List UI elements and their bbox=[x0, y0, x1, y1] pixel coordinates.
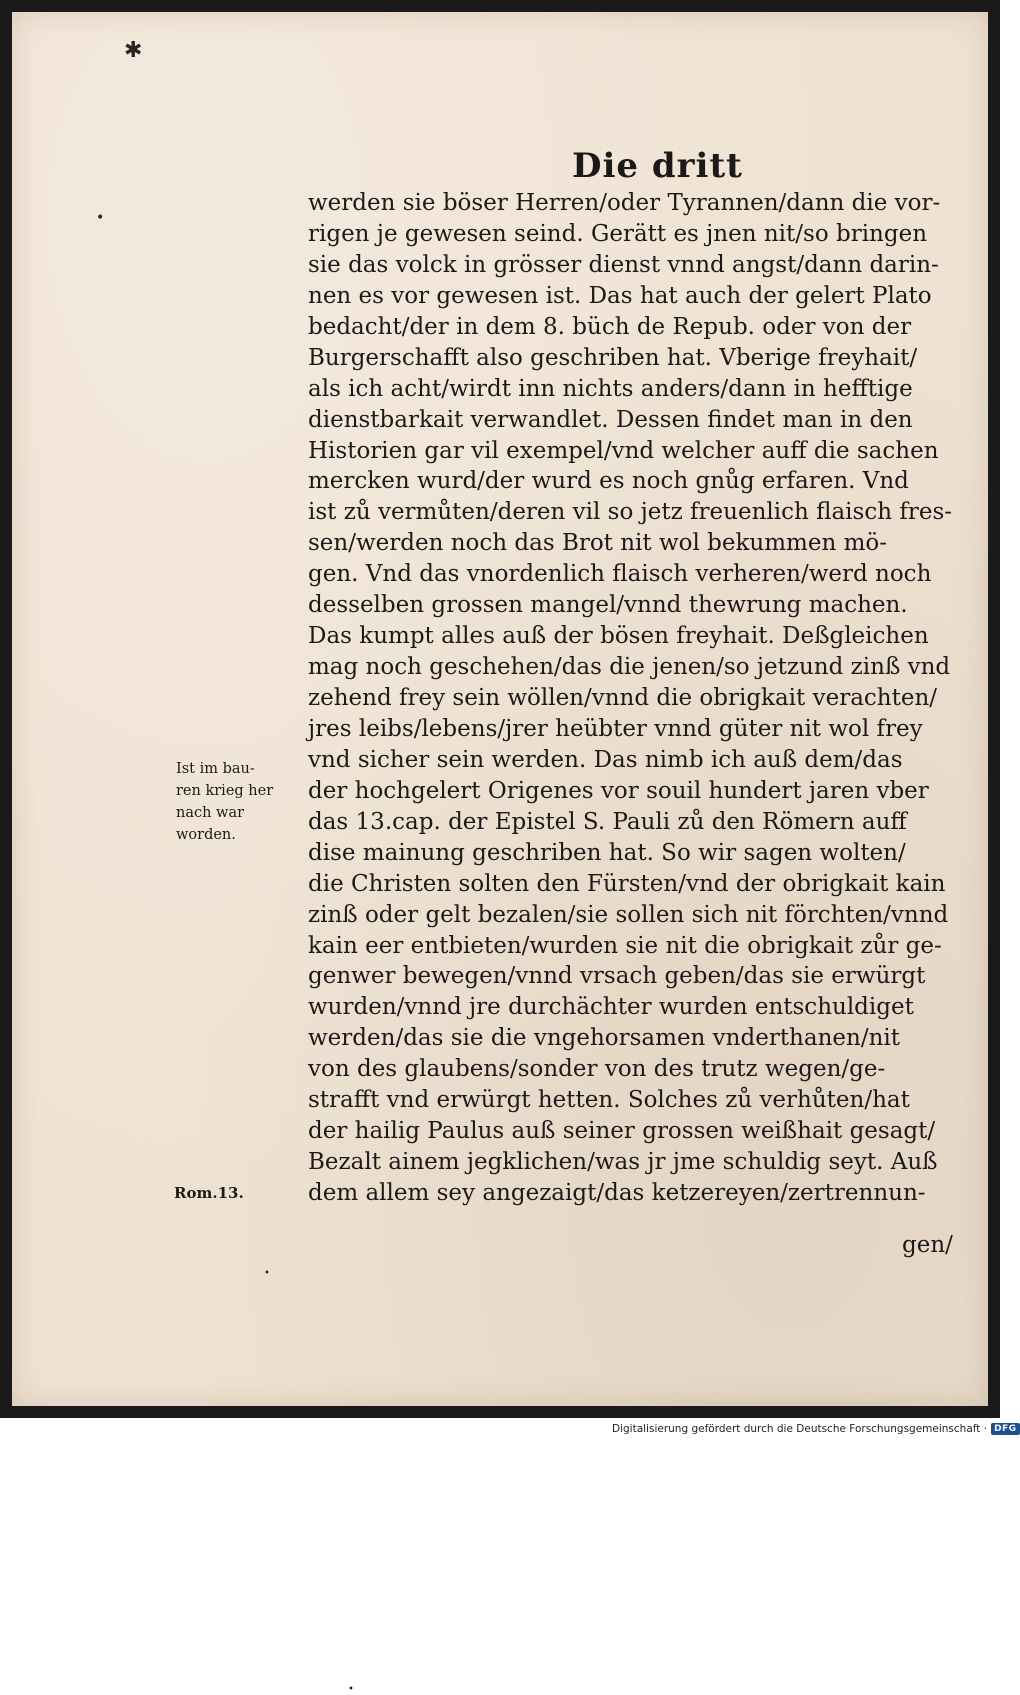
margin-note-line: Ist im bau- bbox=[176, 761, 255, 777]
text-line: Burgerschafft also geschriben hat. Vberige freyhait/ bbox=[308, 344, 918, 371]
text-line: der hailig Paulus auß seiner grossen weißhait gesagt/ bbox=[308, 1118, 936, 1145]
text-line: dem allem sey angezaigt/das ketzereyen/zertrennun- bbox=[308, 1180, 926, 1206]
text-line: das 13.cap. der Epistel S. Pauli zů den Römern auff bbox=[308, 808, 907, 835]
text-line: sen/werden noch das Brot nit wol bekummen mö- bbox=[308, 530, 888, 557]
printer-ornament-icon: ✱ bbox=[124, 38, 143, 63]
text-line: von des glaubens/sonder von des trutz wegen/ge- bbox=[308, 1056, 886, 1083]
text-line: dise mainung geschriben hat. So wir sagen wolten/ bbox=[308, 839, 906, 866]
text-line: werden sie böser Herren/oder Tyrannen/dann die vor- bbox=[308, 190, 941, 216]
text-line: als ich acht/wirdt inn nichts anders/dann in hefftige bbox=[308, 375, 913, 402]
running-head: Die dritt bbox=[572, 146, 743, 186]
margin-note-line: ren krieg her bbox=[176, 783, 274, 799]
text-line: wurden/vnnd jre durchächter wurden entschuldiget bbox=[308, 994, 914, 1021]
text-line: rigen je gewesen seind. Gerätt es jnen nit/so bringen bbox=[308, 220, 928, 247]
text-line: Bezalt ainem jegklichen/was jr jme schuldig seyt. Auß bbox=[308, 1149, 938, 1176]
text-line: vnd sicher sein werden. Das nimb ich auß dem/das bbox=[308, 746, 903, 773]
text-line: mag noch geschehen/das die jenen/so jetzund zinß vnd bbox=[308, 654, 951, 681]
footer-text: Digitalisierung gefördert durch die Deutsche Forschungsgemeinschaft · bbox=[612, 1423, 988, 1435]
speck-mark-icon: • bbox=[264, 1268, 270, 1279]
text-line: mercken wurd/der wurd es noch gnůg erfaren. Vnd bbox=[308, 468, 909, 495]
text-line: zinß oder gelt bezalen/sie sollen sich nit förchten/vnnd bbox=[308, 901, 949, 928]
text-line: kain eer entbieten/wurden sie nit die obrigkait zůr ge- bbox=[308, 932, 942, 959]
text-line: der hochgelert Origenes vor souil hundert jaren vber bbox=[308, 777, 929, 804]
text-line: Das kumpt alles auß der bösen freyhait. Deßgleichen bbox=[308, 623, 929, 650]
body-text bbox=[308, 188, 980, 1209]
catchword: gen/ bbox=[902, 1232, 953, 1258]
text-line: strafft vnd erwürgt hetten. Solches zů verhůten/hat bbox=[308, 1087, 910, 1114]
text-line: werden/das sie die vngehorsamen vnderthanen/nit bbox=[308, 1025, 900, 1052]
margin-note-line: worden. bbox=[176, 827, 236, 843]
dfg-logo-icon: DFG bbox=[991, 1423, 1020, 1435]
text-line: sie das volck in grösser dienst vnnd angst/dann darin- bbox=[308, 251, 939, 278]
text-line: bedacht/der in dem 8. büch de Repub. oder von der bbox=[308, 313, 912, 340]
speck-mark-icon: • bbox=[96, 210, 105, 226]
speck-mark-icon: • bbox=[348, 1684, 354, 1695]
text-line: genwer bewegen/vnnd vrsach geben/das sie erwürgt bbox=[308, 963, 926, 990]
text-line: jres leibs/lebens/jrer heübter vnnd güter nit wol frey bbox=[308, 715, 923, 742]
margin-reference: Rom.13. bbox=[174, 1184, 244, 1202]
margin-note-line: nach war bbox=[176, 805, 245, 821]
text-line: die Christen solten den Fürsten/vnd der obrigkait kain bbox=[308, 870, 946, 897]
text-line: Historien gar vil exempel/vnd welcher auff die sachen bbox=[308, 437, 939, 464]
digitization-footer bbox=[612, 1421, 1017, 1437]
text-line: zehend frey sein wöllen/vnnd die obrigkait verachten/ bbox=[308, 685, 938, 711]
margin-note bbox=[176, 758, 308, 846]
text-line: dienstbarkait verwandlet. Dessen findet man in den bbox=[308, 406, 913, 433]
text-line: gen. Vnd das vnordenlich flaisch verheren/werd noch bbox=[308, 561, 932, 588]
text-line: nen es vor gewesen ist. Das hat auch der gelert Plato bbox=[308, 282, 932, 309]
text-line: desselben grossen mangel/vnnd thewrung machen. bbox=[308, 592, 908, 619]
text-line: ist zů vermůten/deren vil so jetz freuenlich flaisch fres- bbox=[308, 499, 953, 526]
